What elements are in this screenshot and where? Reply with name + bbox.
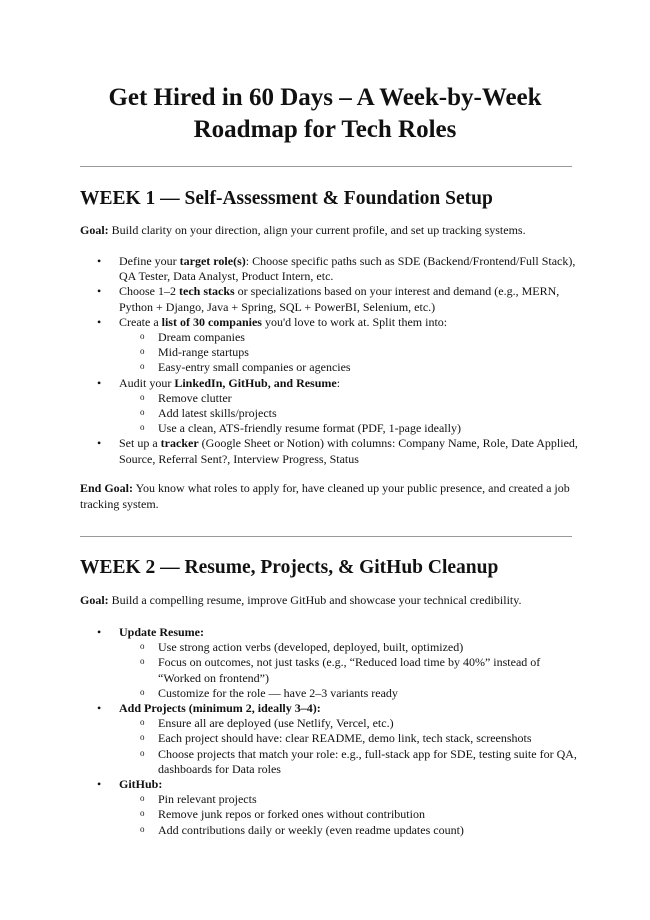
list-item: • GitHub: o Pin relevant projects o Remove junk repos or forked ones without contribution o Add contributions daily or weekly (even readme updates count) <box>80 777 580 838</box>
sub-list-item: o Choose projects that match your role: e.g., full-stack app for SDE, testing suite for QA, dashboards for Data roles <box>119 747 580 777</box>
list-item: • Define your target role(s): Choose specific paths such as SDE (Backend/Frontend/Full Stack), QA Tester, Data Analyst, Product Intern, etc. <box>80 254 580 284</box>
list-item: • Choose 1–2 tech stacks or specializations based on your interest and demand (e.g., MERN, Python + Django, Java + Spring, SQL + PowerBI, Selenium, etc.) <box>80 284 580 314</box>
sub-list-item: o Focus on outcomes, not just tasks (e.g., “Reduced load time by 40%” instead of “Worked on frontend”) <box>119 655 580 685</box>
week1-end-goal-label: End Goal: <box>80 481 134 495</box>
sub-list-item: o Use strong action verbs (developed, deployed, built, optimized) <box>119 640 580 655</box>
week2-goal-text: Build a compelling resume, improve GitHub and showcase your technical credibility. <box>108 593 522 607</box>
title-line-1: Get Hired in 60 Days – A Week-by-Week <box>108 84 542 111</box>
sub-list <box>119 330 580 376</box>
list-item: • Create a list of 30 companies you'd love to work at. Split them into: o Dream companies o Mid-range startups o Easy-entry small companies or agencies <box>80 315 580 376</box>
week1-goal-text: Build clarity on your direction, align your current profile, and set up tracking systems. <box>108 223 526 237</box>
week1-task-list <box>80 254 580 467</box>
week1-end-goal-text: You know what roles to apply for, have cleaned up your public presence, and created a job tracking system. <box>80 481 570 511</box>
week2-goal-label: Goal: <box>80 593 109 607</box>
list-item: • Audit your LinkedIn, GitHub, and Resume: o Remove clutter o Add latest skills/projects o Use a clean, ATS-friendly resume format (PDF, 1-page ideally) <box>80 376 580 437</box>
section-divider <box>80 536 572 537</box>
list-item: • Update Resume: o Use strong action verbs (developed, deployed, built, optimized) o Focus on outcomes, not just tasks (e.g., “Reduced load time by 40%” instead of “Worked on frontend”) o Customize for the role — have 2–3 variants ready <box>80 625 580 701</box>
week1-goal <box>80 223 572 239</box>
sub-list-item: o Use a clean, ATS-friendly resume format (PDF, 1-page ideally) <box>119 421 580 436</box>
sub-list-item: o Mid-range startups <box>119 345 580 360</box>
sub-list-item: o Remove junk repos or forked ones without contribution <box>119 807 580 822</box>
week1-goal-label: Goal: <box>80 223 109 237</box>
sub-list <box>119 792 580 838</box>
sub-list <box>119 391 580 437</box>
sub-list-item: o Customize for the role — have 2–3 variants ready <box>119 686 580 701</box>
sub-list-item: o Add latest skills/projects <box>119 406 580 421</box>
sub-list-item: o Pin relevant projects <box>119 792 580 807</box>
week2-goal <box>80 593 572 609</box>
sub-list <box>119 640 580 701</box>
sub-list-item: o Remove clutter <box>119 391 580 406</box>
sub-list-item: o Easy-entry small companies or agencies <box>119 360 580 375</box>
week1-end-goal <box>80 481 572 512</box>
week1-heading: WEEK 1 — Self-Assessment & Foundation Setup <box>80 188 493 209</box>
sub-list-item: o Each project should have: clear README, demo link, tech stack, screenshots <box>119 731 580 746</box>
sub-list <box>119 716 580 777</box>
list-item: • Add Projects (minimum 2, ideally 3–4): o Ensure all are deployed (use Netlify, Vercel, etc.) o Each project should have: clear README, demo link, tech stack, screenshots o Choose projects that match your role: e.g., full-stack app for SDE, testing suite for QA, dashboards for Data roles <box>80 701 580 777</box>
sub-list-item: o Dream companies <box>119 330 580 345</box>
week2-heading: WEEK 2 — Resume, Projects, & GitHub Cleanup <box>80 557 499 578</box>
document-title <box>60 82 590 146</box>
week2-task-list <box>80 625 580 838</box>
sub-list-item: o Add contributions daily or weekly (even readme updates count) <box>119 823 580 838</box>
title-line-2: Roadmap for Tech Roles <box>193 116 457 143</box>
list-item: • Set up a tracker (Google Sheet or Notion) with columns: Company Name, Role, Date Applied, Source, Referral Sent?, Interview Progress, Status <box>80 436 580 466</box>
sub-list-item: o Ensure all are deployed (use Netlify, Vercel, etc.) <box>119 716 580 731</box>
section-divider <box>80 166 572 167</box>
